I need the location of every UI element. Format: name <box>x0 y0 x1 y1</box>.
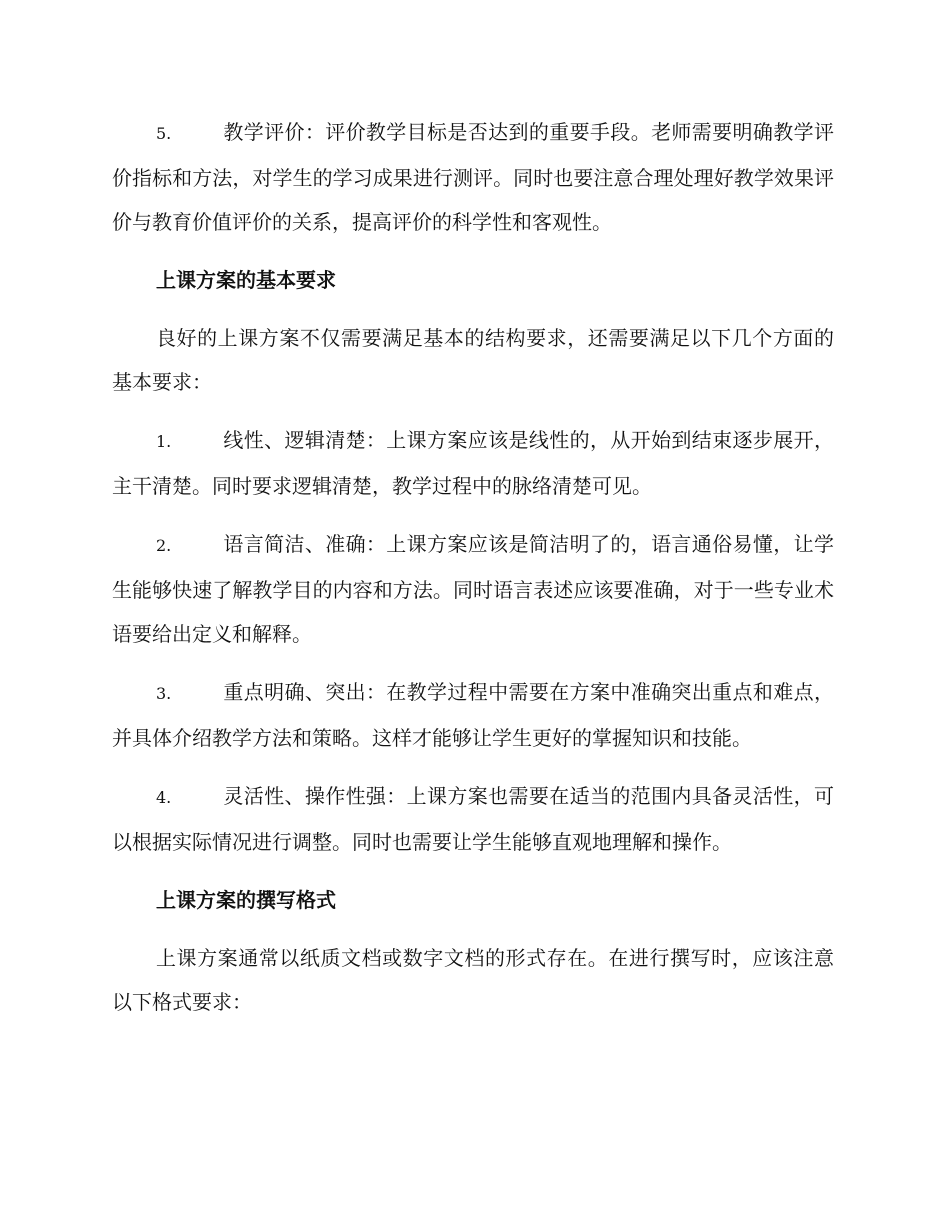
list-number: 4. <box>156 788 172 807</box>
list-item-5 <box>112 110 834 244</box>
document-page <box>112 110 834 1038</box>
list-item-4 <box>112 774 834 864</box>
section-intro-paragraph: 良好的上课方案不仅需要满足基本的结构要求，还需要满足以下几个方面的基本要求： <box>112 326 834 394</box>
list-text: 教学评价：评价教学目标是否达到的重要手段。老师需要明确教学评价指标和方法，对学生的学习成果进行测评。同时也要注意合理处理好教学效果评价与教育价值评价的关系，提高评价的科学性和客观性。 <box>112 120 834 234</box>
list-text: 语言简洁、准确：上课方案应该是简洁明了的，语言通俗易懂，让学生能够快速了解教学目的内容和方法。同时语言表述应该要准确，对于一些专业术语要给出定义和解释。 <box>112 532 834 646</box>
list-text: 线性、逻辑清楚：上课方案应该是线性的，从开始到结束逐步展开，主干清楚。同时要求逻辑清楚，教学过程中的脉络清楚可见。 <box>112 428 834 498</box>
list-item-3 <box>112 670 834 760</box>
list-item-2 <box>112 522 834 656</box>
list-text: 重点明确、突出：在教学过程中需要在方案中准确突出重点和难点，并具体介绍教学方法和策略。这样才能够让学生更好的掌握知识和技能。 <box>112 680 834 750</box>
list-item-1 <box>112 418 834 508</box>
section-heading-basic-requirements: 上课方案的基本要求 <box>156 268 336 292</box>
list-number: 5. <box>156 124 172 143</box>
list-text: 灵活性、操作性强：上课方案也需要在适当的范围内具备灵活性，可以根据实际情况进行调整。同时也需要让学生能够直观地理解和操作。 <box>112 784 834 854</box>
list-number: 2. <box>156 536 172 555</box>
section-intro-paragraph: 上课方案通常以纸质文档或数字文档的形式存在。在进行撰写时，应该注意以下格式要求： <box>112 946 834 1014</box>
list-number: 3. <box>156 684 172 703</box>
section-heading-writing-format: 上课方案的撰写格式 <box>156 888 336 912</box>
list-number: 1. <box>156 432 172 451</box>
